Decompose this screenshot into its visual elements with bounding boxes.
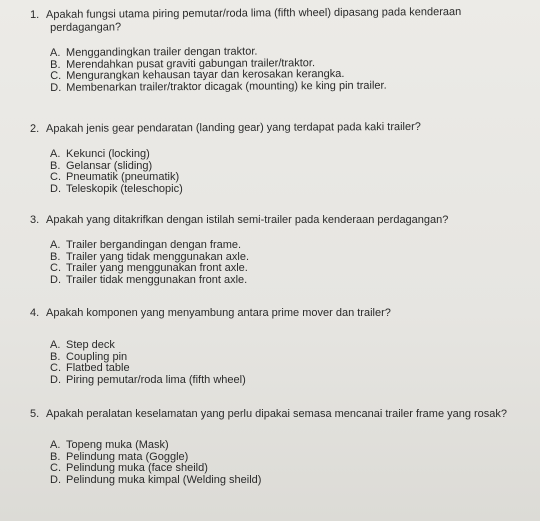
option-d: D. Piring pemutar/roda lima (fifth wheel) xyxy=(50,373,246,386)
option-d: D. Membenarkan trailer/traktor dicagak (mounting) ke king pin trailer. xyxy=(50,79,387,94)
option-a: A. Menggandingkan trailer dengan traktor. xyxy=(49,45,258,59)
option-d: D. Pelindung muka kimpal (Welding sheild) xyxy=(50,473,262,486)
option-c: C. Pneumatik (pneumatik) xyxy=(50,171,180,183)
option-c: C. Flatbed table xyxy=(50,362,130,374)
question-text: Apakah jenis gear pendaratan (landing gear) yang terdapat pada kaki trailer? xyxy=(45,120,421,135)
option-b: B. Trailer yang tidak menggunakan axle. xyxy=(50,250,250,263)
question-5 xyxy=(30,408,507,421)
option-c: C. Pelindung muka (face sheild) xyxy=(50,462,208,474)
question-number: 1. xyxy=(30,8,40,21)
question-text-continued: perdagangan? xyxy=(50,21,122,34)
option-a: A. Topeng muka (Mask) xyxy=(50,439,169,451)
question-number: 2. xyxy=(30,122,40,135)
question-text: Apakah yang ditakrifkan dengan istilah semi-trailer pada kenderaan perdagangan? xyxy=(46,214,449,226)
question-1 xyxy=(30,6,461,35)
options-q1 xyxy=(50,46,387,94)
options-q2 xyxy=(50,149,183,195)
question-text: Apakah fungsi utama piring pemutar/roda lima (fifth wheel) dipasang pada kenderaan xyxy=(45,5,462,21)
question-text: Apakah komponen yang menyambung antara prime mover dan trailer? xyxy=(46,307,391,319)
option-c: C. Trailer yang menggunakan front axle. xyxy=(50,262,248,274)
option-d: D. Trailer tidak menggunakan front axle. xyxy=(50,273,248,286)
option-c: C. Mengurangkan kehausan tayar dan kerosakan kerangka. xyxy=(50,67,345,82)
options-q5 xyxy=(50,440,261,486)
option-d: D. Teleskopik (teleschopic) xyxy=(50,182,183,195)
question-number: 5. xyxy=(30,408,40,420)
options-q4 xyxy=(50,340,246,386)
options-q3 xyxy=(50,240,249,286)
option-a: A. Trailer bergandingan dengan frame. xyxy=(50,239,242,251)
question-number: 3. xyxy=(30,214,40,226)
question-3 xyxy=(30,214,448,227)
question-4 xyxy=(30,307,391,320)
question-text: Apakah peralatan keselamatan yang perlu dipakai semasa mencanai trailer frame yang rosak? xyxy=(46,408,508,420)
option-b: B. Merendahkan pusat graviti gabungan trailer/traktor. xyxy=(50,56,316,71)
question-2 xyxy=(30,121,421,136)
option-b: B. Coupling pin xyxy=(50,350,128,363)
option-a: A. Step deck xyxy=(50,339,115,351)
option-b: B. Pelindung mata (Goggle) xyxy=(50,450,189,463)
question-number: 4. xyxy=(30,307,40,319)
option-a: A. Kekunci (locking) xyxy=(50,148,150,160)
option-b: B. Gelansar (sliding) xyxy=(50,159,153,172)
